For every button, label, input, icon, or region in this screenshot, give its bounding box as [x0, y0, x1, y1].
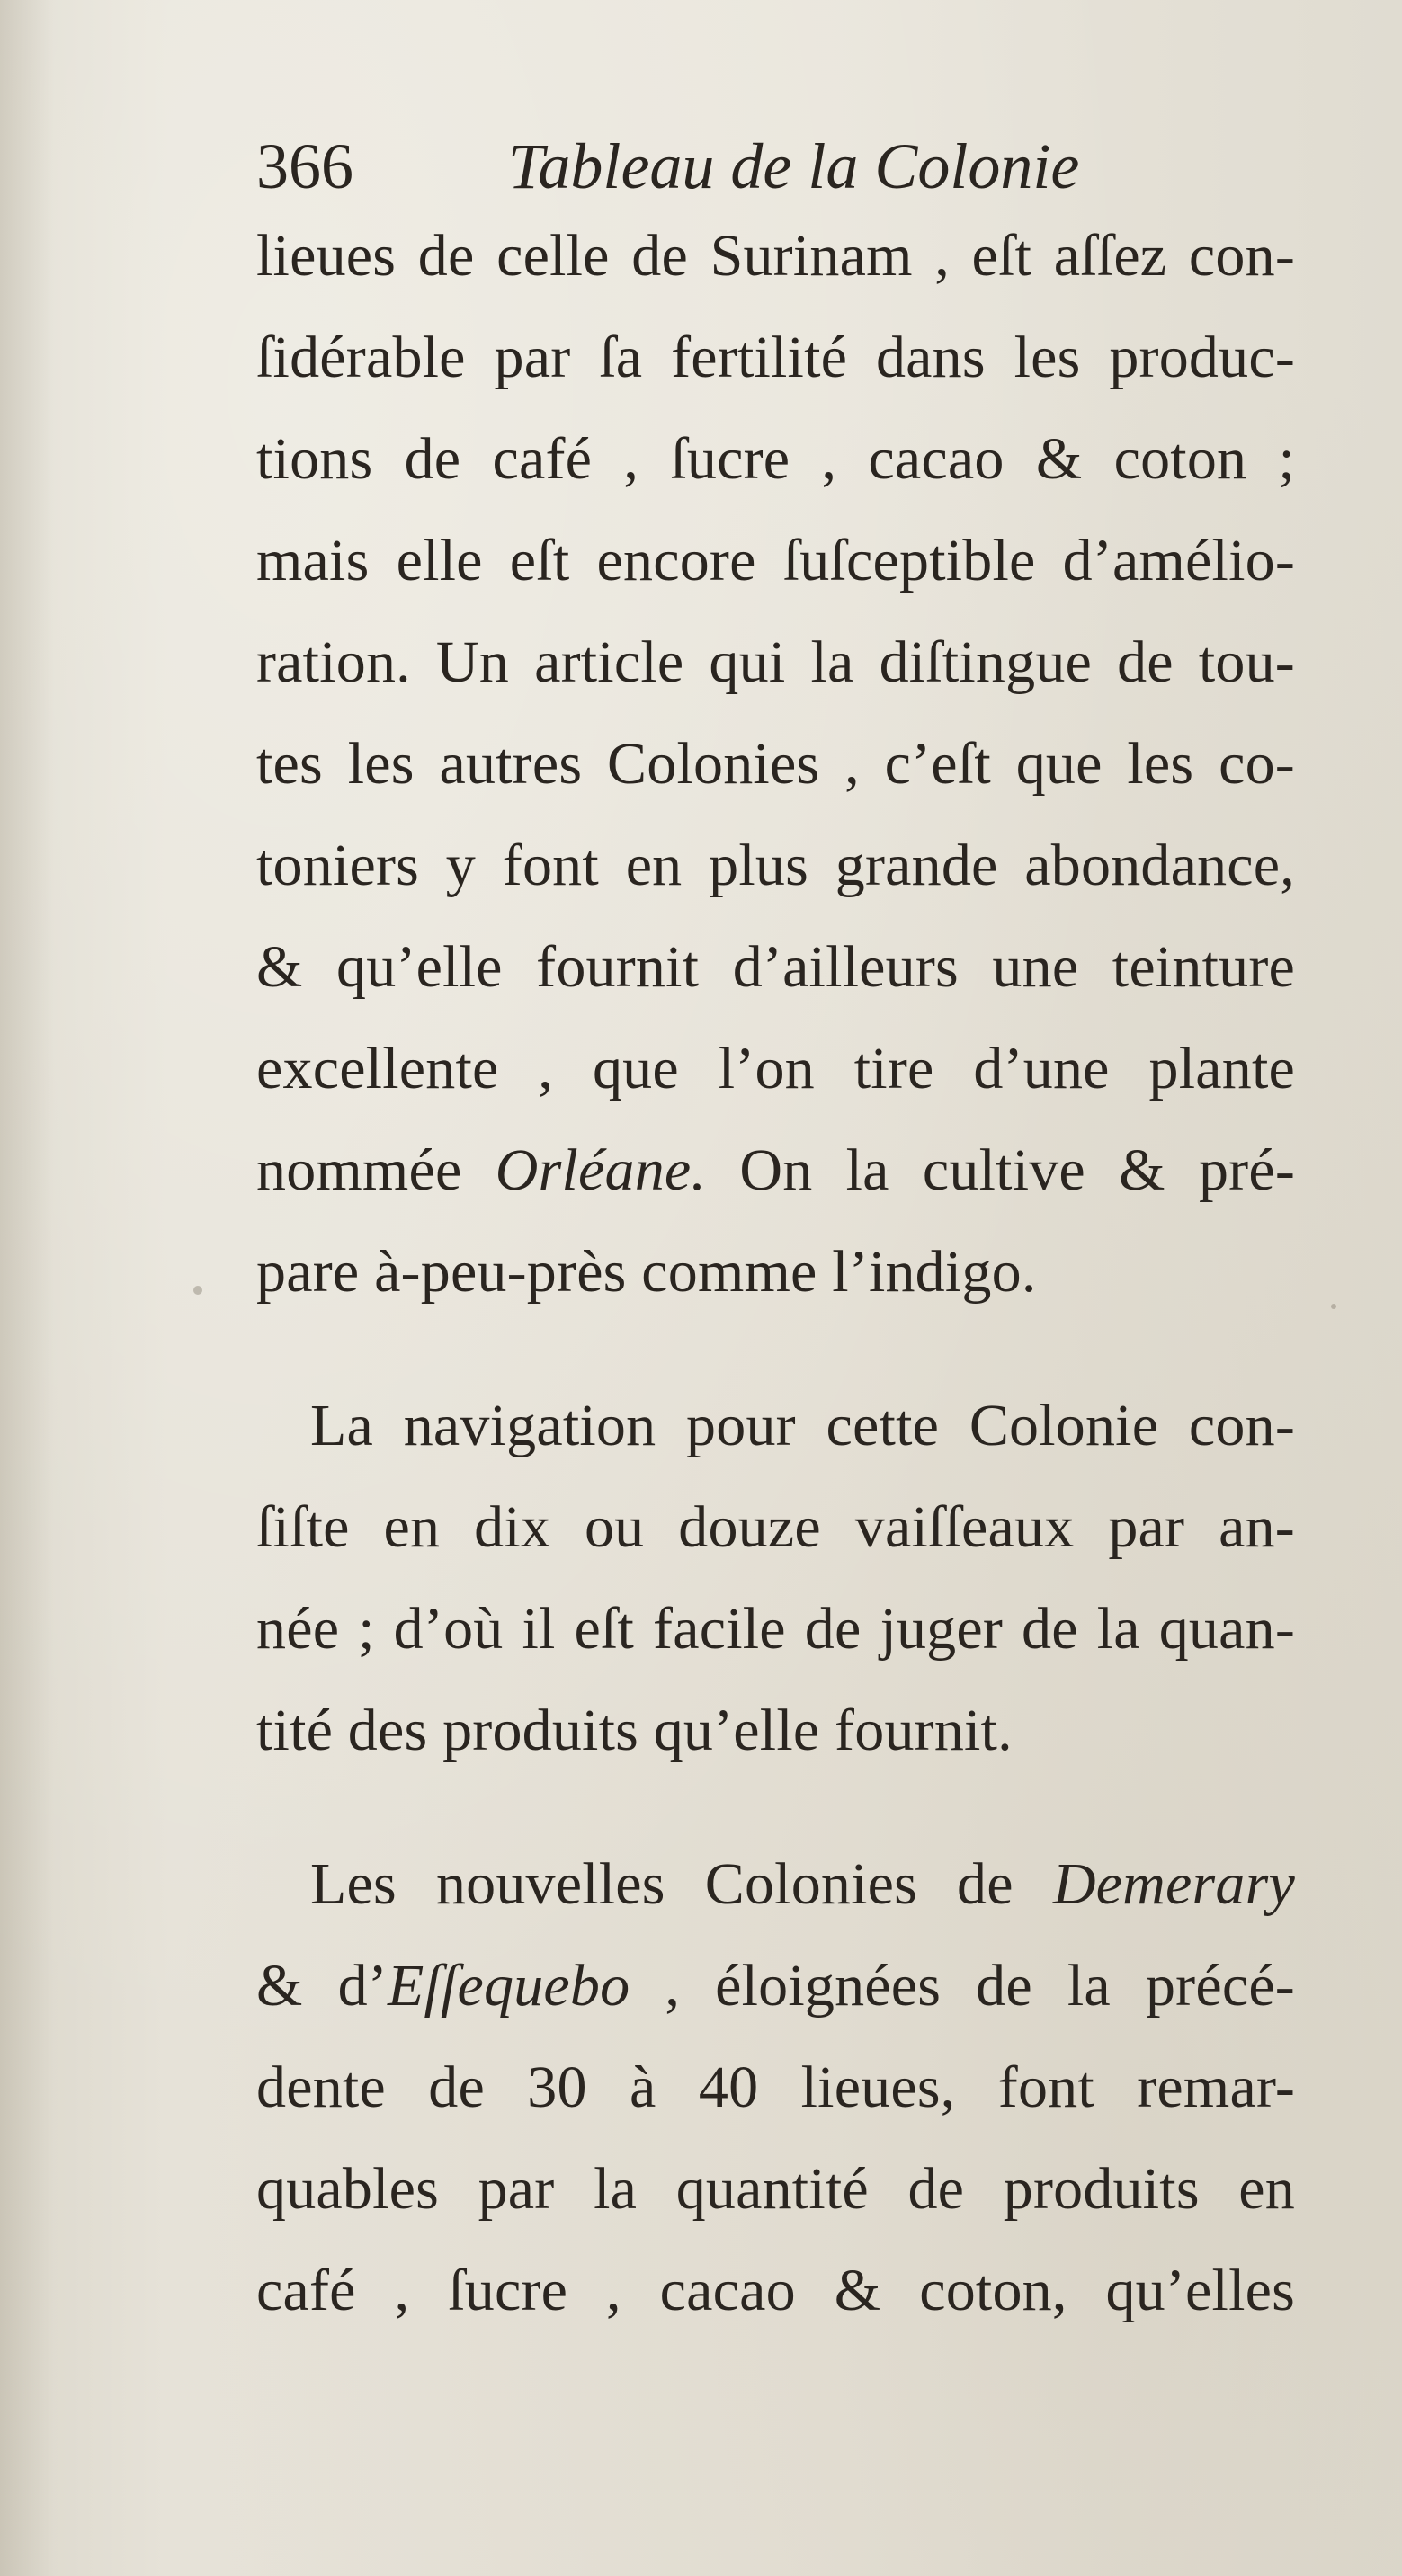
italic-term-orleane: Orléane.	[495, 1137, 707, 1203]
italic-term-demerary: Demerary	[1052, 1851, 1295, 1917]
text-run: , éloignées de la précé-	[630, 1953, 1295, 2019]
text-line: ſiſte en dix ou douze vaiſſeaux par an-	[256, 1494, 1295, 1560]
text-line: tité des produits qu’elle fournit.	[256, 1698, 1013, 1763]
text-line	[310, 1844, 1295, 1925]
italic-term-essequebo: Eſſequebo	[387, 1953, 630, 2019]
page-number: 366	[256, 130, 353, 202]
text-line: excellente , que l’on tire d’une plante	[256, 1036, 1295, 1101]
text-line: ration. Un article qui la diſtingue de tou-	[256, 629, 1295, 695]
text-line: tes les autres Colonies , c’eſt que les co-	[256, 731, 1295, 797]
text-line: mais elle eſt encore ſuſceptible d’amélio-	[256, 528, 1295, 593]
text-run: nommée	[256, 1137, 496, 1203]
text-line: La navigation pour cette Colonie con-	[310, 1393, 1295, 1458]
text-line: dente de 30 à 40 lieues, font remar-	[256, 2055, 1295, 2120]
page-gutter-shadow	[0, 0, 54, 2576]
text-line: tions de café , ſucre , cacao & coton ;	[256, 426, 1295, 492]
text-run: & d’	[256, 1953, 388, 2019]
text-line: pare à-peu-près comme l’indigo.	[256, 1239, 1037, 1305]
text-line: & qu’elle fournit d’ailleurs une teinture	[256, 934, 1295, 1000]
text-line: café , ſucre , cacao & coton, qu’elles	[256, 2258, 1295, 2323]
text-run: On la cultive & pré-	[706, 1137, 1295, 1203]
text-run: Les nouvelles Colonies de	[310, 1851, 1053, 1917]
paper-speck	[1331, 1304, 1336, 1309]
text-line: ſidérable par ſa fertilité dans les produc-	[256, 325, 1295, 390]
text-line: toniers y font en plus grande abondance,	[256, 833, 1295, 898]
text-line	[256, 1946, 1295, 2027]
text-line: née ; d’où il eſt facile de juger de la quan-	[256, 1596, 1295, 1662]
paper-speck	[193, 1286, 202, 1295]
text-line	[256, 1130, 1295, 1211]
text-line: lieues de celle de Surinam , eſt aſſez con-	[256, 223, 1295, 289]
running-title: Tableau de la Colonie	[508, 130, 1080, 202]
text-line: quables par la quantité de produits en	[256, 2156, 1295, 2222]
